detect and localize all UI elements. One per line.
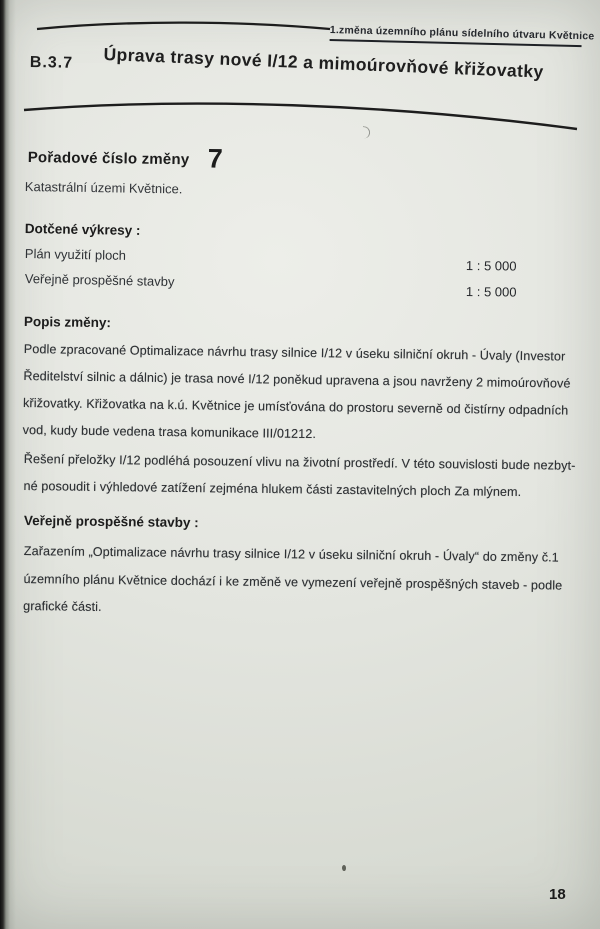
public-works-paragraph: Zařazením „Optimalizace návrhu trasy silnice I/12 v úseku silniční okruh - Úvaly“ do změny č.1 územního plánu Květnice dochází i ke změně ve vymezení veřejně prospěšných staveb - podle grafické části. (23, 543, 563, 614)
header-rule-left (37, 23, 330, 29)
change-order-row (28, 141, 223, 175)
change-order-number: 7 (207, 143, 224, 174)
section-title: Úprava trasy nové I/12 a mimoúrovňové křižovatky (103, 44, 545, 82)
section-number: B.3.7 (29, 54, 74, 72)
change-description-heading: Popis změny: (23, 314, 112, 331)
drawing-name: Plán využití ploch (24, 246, 127, 263)
change-description-paragraph: Řešení přeložky I/12 podléhá posouzení vlivu na životní prostředí. V této souvislosti bude nezbyt- né posoudit i výhledové zatížení zejména hlukem části zastavitelných ploch Za mlýnem. (23, 451, 576, 500)
public-works-heading: Veřejně prospěšné stavby : (23, 513, 199, 531)
drawing-scale: 1 : 5 000 (465, 284, 517, 300)
title-underline-rule (24, 104, 577, 129)
page-header: 1.změna územního plánu sídelního útvaru Květnice (330, 24, 582, 47)
drawing-scale: 1 : 5 000 (465, 258, 517, 274)
affected-drawings-heading: Dotčené výkresy : (24, 221, 141, 239)
page-number: 18 (549, 886, 566, 903)
cadastral-territory-note: Katastrální územi Květnice. (24, 179, 183, 197)
drawing-name: Veřejně prospěšné stavby (24, 271, 175, 290)
change-description-paragraph: Podle zpracované Optimalizace návrhu trasy silnice I/12 v úseku silniční okruh - Úvaly (Investor Ředitelství silnic a dálnic) je trasa nové I/12 poněkud upravena a jsou navrženy 2 mimoúrovňové křižovatky. Křižovatka na k.ú. Květnice je umísťována do prostoru severně od čistírny odpadních vod, kudy bude vedena trasa komunikace III/01212. (22, 341, 571, 442)
change-order-label: Pořadové číslo změny (27, 148, 190, 169)
ink-speck (342, 865, 346, 871)
